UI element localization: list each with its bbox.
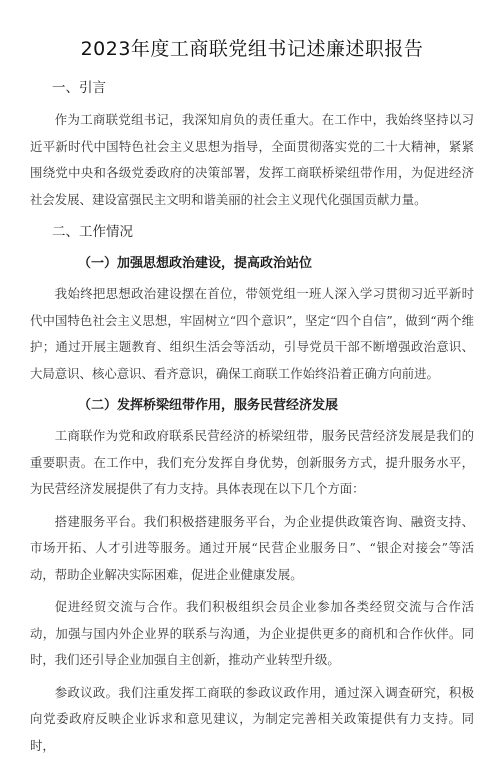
subsection-heading-bridge: （二）发挥桥梁纽带作用，服务民营经济发展 [30, 393, 474, 419]
intro-paragraph: 作为工商联党组书记，我深知肩负的责任重大。在工作中，我始终坚持以习近平新时代中国特色社会主义思想为指导，全面贯彻落实党的二十大精神，紧紧围绕党中央和各级党委政府的决策部署，发挥工商联桥梁纽带作用，为促进经济社会发展、建设富强民主文明和谐美丽的社会主义现代化强国贡献力量。 [30, 107, 474, 213]
subsection-heading-political: （一）加强思想政治建设，提高政治站位 [30, 251, 474, 277]
section-heading-intro: 一、引言 [52, 75, 474, 101]
bridge-paragraph-politics: 参政议政。我们注重发挥工商联的参政议政作用，通过深入调查研究，积极向党委政府反映企业诉求和意见建议，为制定完善相关政策提供有力支持。同时， [30, 680, 474, 759]
bridge-paragraph-intro: 工商联作为党和政府联系民营经济的桥梁纽带，服务民营经济发展是我们的重要职责。在工作中，我们充分发挥自身优势，创新服务方式，提升服务水平，为民营经济发展提供了有力支持。具体表现在以下几个方面： [30, 423, 474, 503]
document-title: 2023年度工商联党组书记述廉述职报告 [30, 34, 474, 61]
section-heading-work: 二、工作情况 [52, 219, 474, 245]
bridge-paragraph-platform: 搭建服务平台。我们积极搭建服务平台，为企业提供政策咨询、融资支持、市场开拓、人才引进等服务。通过开展“民营企业服务日”、“银企对接会”等活动，帮助企业解决实际困难，促进企业健康发展。 [30, 509, 474, 589]
bridge-paragraph-trade: 促进经贸交流与合作。我们积极组织会员企业参加各类经贸交流与合作活动，加强与国内外企业界的联系与沟通，为企业提供更多的商机和合作伙伴。同时，我们还引导企业加强自主创新，推动产业转型升级。 [30, 594, 474, 674]
political-paragraph: 我始终把思想政治建设摆在首位，带领党组一班人深入学习贯彻习近平新时代中国特色社会主义思想，牢固树立“四个意识”，坚定“四个自信”，做到“两个维护；通过开展主题教育、组织生活会等活动，引导党员干部不断增强政治意识、大局意识、核心意识、看齐意识，确保工商联工作始终沿着正确方向前进。 [30, 281, 474, 387]
